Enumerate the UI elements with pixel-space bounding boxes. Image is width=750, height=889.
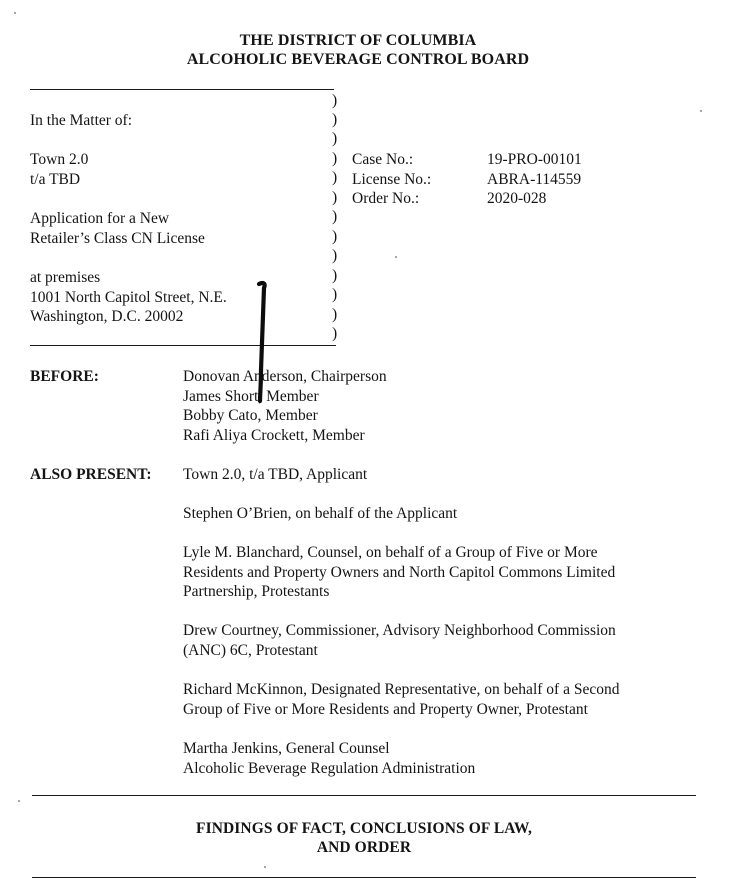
caption-block [30, 111, 132, 131]
case-no-value: 19-PRO-00101 [487, 151, 582, 168]
caption-paren: ) [332, 111, 338, 128]
application-block [30, 209, 205, 248]
caption-paren: ) [332, 228, 338, 245]
caption-paren: ) [332, 130, 338, 147]
attendee-line: Alcoholic Beverage Regulation Administration [183, 759, 476, 777]
order-no-label: Order No.: [352, 190, 420, 207]
premises-label: at premises [30, 269, 101, 286]
scan-speck [700, 110, 702, 112]
attendee-line: Group of Five or More Residents and Property Owner, Protestant [183, 700, 588, 718]
before-label: BEFORE: [30, 368, 99, 385]
handwritten-marker-stroke [257, 280, 273, 404]
caption-paren: ) [332, 92, 338, 109]
section-divider-bottom [32, 877, 696, 878]
license-no-label: License No.: [352, 170, 432, 188]
scan-speck [264, 866, 266, 868]
attendee-line: Martha Jenkins, General Counsel [183, 740, 390, 757]
attendee-line: Stephen O’Brien, on behalf of the Applicant [183, 505, 458, 522]
board-member: James Short, Member [183, 387, 319, 405]
order-no-value: 2020-028 [487, 190, 547, 207]
scan-speck [18, 800, 20, 802]
premises-block [30, 268, 227, 327]
caption-paren: ) [332, 306, 338, 323]
attendee-entry [183, 621, 616, 660]
document-title-line-2: ALCOHOLIC BEVERAGE CONTROL BOARD [186, 51, 530, 68]
section-divider-top [32, 795, 696, 796]
party-name: Town 2.0 [30, 151, 89, 168]
case-info-values [487, 150, 582, 209]
case-no-label: Case No.: [352, 151, 414, 168]
caption-top-rule [30, 89, 334, 90]
application-line-2: Retailer’s Class CN License [30, 229, 205, 247]
caption-paren: ) [332, 208, 338, 225]
address-line-1: 1001 North Capitol Street, N.E. [30, 288, 227, 306]
case-info-labels [352, 150, 431, 209]
board-members-list [183, 367, 387, 445]
attendee-line: Town 2.0, t/a TBD, Applicant [183, 466, 368, 483]
attendee-line: Residents and Property Owners and North Capitol Commons Limited [183, 563, 616, 581]
caption-paren: ) [332, 247, 338, 264]
trade-name: t/a TBD [30, 170, 81, 188]
attendee-line: Drew Courtney, Commissioner, Advisory Neighborhood Commission [183, 622, 616, 639]
findings-title-line-2: AND ORDER [316, 839, 412, 856]
scan-speck [395, 256, 397, 258]
attendee-line: Richard McKinnon, Designated Representative, on behalf of a Second [183, 681, 620, 698]
address-line-2: Washington, D.C. 20002 [30, 308, 184, 325]
findings-title-line-1: FINDINGS OF FACT, CONCLUSIONS OF LAW, [196, 820, 532, 837]
caption-paren: ) [332, 169, 338, 186]
attendee-entry [183, 739, 475, 778]
attendee-line: Lyle M. Blanchard, Counsel, on behalf of a Group of Five or More [183, 544, 598, 561]
license-no-value: ABRA-114559 [487, 170, 582, 188]
attendee-entry [183, 543, 615, 602]
attendee-line: (ANC) 6C, Protestant [183, 641, 318, 659]
application-line-1: Application for a New [30, 210, 170, 227]
party-block [30, 150, 88, 189]
scan-speck [14, 12, 16, 14]
caption-paren: ) [332, 150, 338, 167]
caption-bottom-rule [30, 345, 336, 346]
attendee-entry [183, 465, 367, 485]
caption-paren: ) [332, 267, 338, 284]
attendee-entry [183, 680, 619, 719]
caption-paren: ) [332, 189, 338, 206]
in-the-matter-label: In the Matter of: [30, 112, 133, 129]
attendee-line: Partnership, Protestants [183, 583, 330, 600]
board-member: Bobby Cato, Member [183, 407, 318, 424]
attendee-entry [183, 504, 457, 524]
caption-paren: ) [332, 325, 338, 342]
board-member: Rafi Aliya Crockett, Member [183, 426, 365, 444]
also-present-label: ALSO PRESENT: [30, 466, 152, 483]
board-member: Donovan Anderson, Chairperson [183, 368, 387, 385]
caption-paren: ) [332, 286, 338, 303]
document-title-line-1: THE DISTRICT OF COLUMBIA [239, 32, 477, 49]
